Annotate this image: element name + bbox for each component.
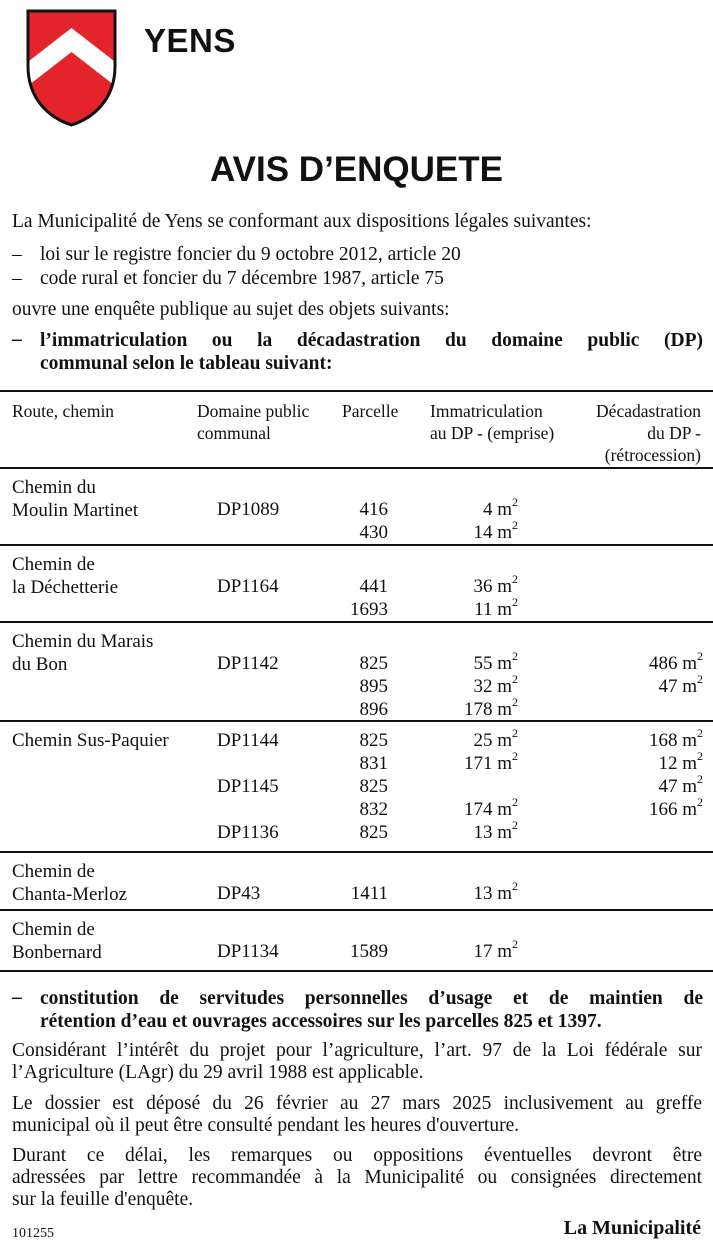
parcel-number: 441 [359,576,388,597]
area-value: 14 m [473,522,512,543]
area-value: 168 m [648,730,697,751]
area-value: 17 m [473,941,512,962]
header-decad-line: du DP - [647,423,701,443]
paragraph-line: adressées par lettre recommandée à la Municipalité ou consignées directement [12,1167,702,1188]
parcel-number: 1693 [350,599,388,620]
area-exponent: 2 [697,794,703,809]
immatriculation-area [420,936,518,963]
area-value: 47 m [658,776,697,797]
immatriculation-area [420,725,518,752]
parcel-number: 895 [359,676,388,697]
area-value: 32 m [473,676,512,697]
paragraph-oppositions [12,1145,702,1211]
object-two-line: constitution de servitudes personnelles d’usage et de maintien de [40,988,703,1009]
paragraph-dossier [12,1093,702,1137]
area-value: 13 m [473,883,512,904]
header-decad-line: Décadastration [596,401,701,421]
decadastration-area [590,671,703,698]
route-name: Chemin Sus-Paquier [12,730,169,751]
parcel-number: 825 [359,776,388,797]
table-group-rule [0,851,713,853]
table-bottom-rule [0,970,713,972]
area-value: 4 m [482,499,512,520]
domain-public-code: DP1134 [217,941,279,962]
decadastration-area [590,794,703,821]
object-two-line: rétention d’eau et ouvrages accessoires sur les parcelles 825 et 1397. [40,1011,602,1032]
area-exponent: 2 [512,517,518,532]
law-text: loi sur le registre foncier du 9 octobre 2012, article 20 [40,244,461,265]
list-dash: – [12,268,22,289]
area-exponent: 2 [697,748,703,763]
parcel-number: 832 [359,799,388,820]
area-value: 486 m [648,653,697,674]
header-parcel: Parcelle [342,401,399,421]
route-name: Chemin de [12,554,95,575]
area-value: 47 m [658,676,697,697]
yens-coat-of-arms-icon [25,8,118,128]
table-group-rule [0,621,713,623]
parcel-number: 430 [359,522,388,543]
parcel-number: 825 [359,653,388,674]
parcel-number: 1411 [350,883,388,904]
table-group-rule [0,544,713,546]
immatriculation-area [420,594,518,621]
paragraph-line: Le dossier est déposé du 26 février au 27 mars 2025 inclusivement au greffe [12,1093,702,1114]
parcel-number: 416 [359,499,388,520]
header-domain-line: Domaine public [197,401,310,421]
header-decad [596,400,701,466]
header-decad-line: (rétrocession) [604,445,701,465]
paragraph-line: Considérant l’intérêt du projet pour l’agriculture, l’art. 97 de la Loi fédérale sur [12,1040,702,1061]
list-dash: – [12,244,22,265]
immatriculation-area [420,494,518,521]
list-dash: – [12,987,22,1008]
decadastration-area [590,748,703,775]
parcel-number: 1589 [350,941,388,962]
paragraph-line: l’Agriculture (LAgr) du 29 avril 1988 est applicable. [12,1062,424,1083]
immatriculation-area [420,878,518,905]
area-exponent: 2 [512,594,518,609]
immatriculation-area [420,571,518,598]
area-exponent: 2 [512,571,518,586]
area-exponent: 2 [512,725,518,740]
table-group-rule [0,720,713,722]
area-exponent: 2 [512,648,518,663]
area-exponent: 2 [697,671,703,686]
area-exponent: 2 [512,748,518,763]
object-one [40,329,703,375]
route-name: du Bon [12,654,68,675]
area-value: 166 m [648,799,697,820]
immatriculation-area [420,748,518,775]
route-name: Moulin Martinet [12,500,139,521]
domain-public-code: DP1136 [217,822,279,843]
domain-public-code: DP1142 [217,653,279,674]
paragraph-line: sur la feuille d'enquête. [12,1189,194,1210]
intro-line: ouvre une enquête publique au sujet des objets suivants: [12,299,450,320]
immatriculation-area [420,517,518,544]
domain-public-code: DP1144 [217,730,279,751]
header-immat-line: au DP - (emprise) [430,423,555,443]
area-value: 174 m [463,799,512,820]
domain-public-code: DP1089 [217,499,280,520]
route-name: Chanta-Merloz [12,884,128,905]
route-name: Bonbernard [12,942,102,963]
paragraph-line: municipal où il peut être consulté pendant les heures d'ouverture. [12,1115,520,1136]
header-domain-line: communal [197,423,271,443]
domain-public-code: DP43 [217,883,261,904]
parcel-number: 896 [359,699,388,720]
immatriculation-area [420,794,518,821]
area-exponent: 2 [512,671,518,686]
decadastration-area [590,725,703,752]
law-text: code rural et foncier du 7 décembre 1987, article 75 [40,268,444,289]
paragraph-agriculture [12,1040,702,1084]
route-name: Chemin de [12,861,95,882]
parcel-number: 825 [359,822,388,843]
signature: La Municipalité [563,1217,701,1239]
route-name: Chemin de [12,919,95,940]
area-exponent: 2 [697,725,703,740]
object-one-line: communal selon le tableau suivant: [40,353,333,374]
route-name: Chemin du [12,477,96,498]
parcel-number: 831 [359,753,388,774]
area-exponent: 2 [697,771,703,786]
table-top-rule [0,390,713,392]
table-group-rule [0,467,713,469]
notice-title: AVIS D’ENQUETE [209,150,503,189]
header-route: Route, chemin [12,401,115,421]
area-value: 11 m [474,599,512,620]
area-value: 171 m [463,753,512,774]
object-two [40,987,703,1033]
immatriculation-area [420,648,518,675]
area-value: 13 m [473,822,512,843]
area-exponent: 2 [512,817,518,832]
route-name: Chemin du Marais [12,631,154,652]
paragraph-line: Durant ce délai, les remarques ou oppositions éventuelles devront être [12,1145,702,1166]
list-dash: – [12,329,22,350]
area-exponent: 2 [512,694,518,709]
area-value: 178 m [463,699,512,720]
intro-line: La Municipalité de Yens se conformant aux dispositions légales suivantes: [12,211,592,232]
area-value: 25 m [473,730,512,751]
table-group-rule [0,909,713,911]
domain-public-code: DP1164 [217,576,279,597]
header-immat-line: Immatriculation [430,401,543,421]
area-exponent: 2 [512,794,518,809]
immatriculation-area [420,817,518,844]
header-domain [197,400,309,444]
town-name: YENS [144,22,236,59]
parcel-number: 825 [359,730,388,751]
domain-public-code: DP1145 [217,776,279,797]
area-value: 36 m [473,576,512,597]
area-exponent: 2 [512,936,518,951]
header-immat [430,400,554,444]
area-value: 12 m [658,753,697,774]
route-name: la Déchetterie [12,577,119,598]
area-exponent: 2 [697,648,703,663]
area-exponent: 2 [512,878,518,893]
immatriculation-area [420,671,518,698]
area-exponent: 2 [512,494,518,509]
reference-number: 101255 [12,1226,54,1241]
area-value: 55 m [473,653,512,674]
object-one-line: l’immatriculation ou la décadastration du domaine public (DP) [40,330,703,351]
immatriculation-area [420,694,518,721]
decadastration-area [590,771,703,798]
decadastration-area [590,648,703,675]
